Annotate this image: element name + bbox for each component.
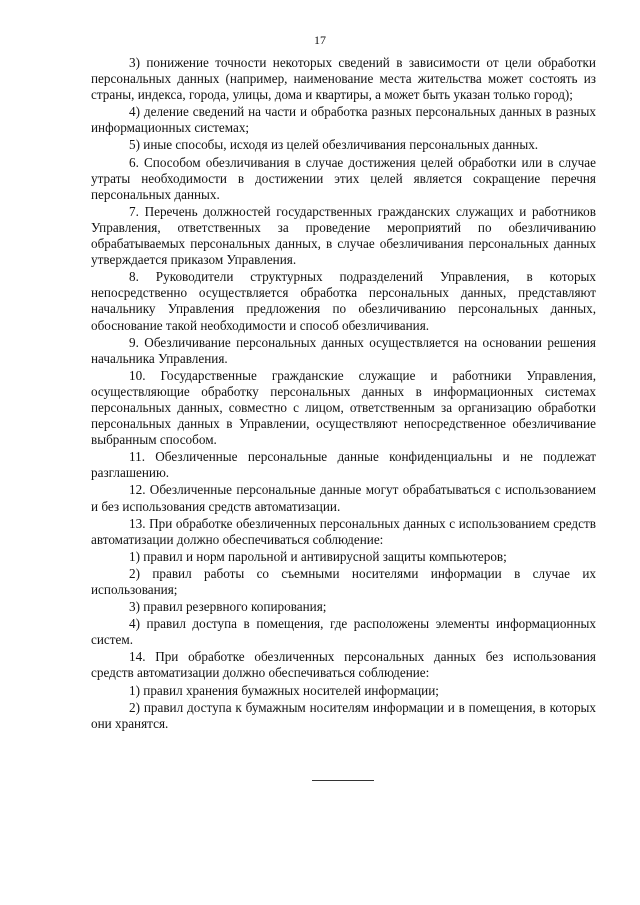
paragraph-section-14: 14. При обработке обезличенных персональных данных без использования средств автоматизации должно обеспечиваться соблюдение:: [91, 649, 596, 681]
page-number: 17: [314, 33, 326, 47]
document-body: [91, 55, 596, 733]
paragraph-section-12: 12. Обезличенные персональные данные могут обрабатываться с использованием и без использования средств автоматизации.: [91, 482, 596, 514]
end-divider: [312, 780, 374, 781]
paragraph-section-11: 11. Обезличенные персональные данные конфиденциальны и не подлежат разглашению.: [91, 449, 596, 481]
paragraph-section-7: 7. Перечень должностей государственных гражданских служащих и работников Управления, ответственных за проведение мероприятий по обезличиванию обрабатываемых персональных данных, в случае обезличивания персональных данных утверждается приказом Управления.: [91, 203, 596, 268]
paragraph-section-10: 10. Государственные гражданские служащие и работники Управления, осуществляющие обработку персональных данных в информационных системах персональных данных, совместно с лицом, ответственным за организацию обработки персональных данных в Управлении, осуществляют непосредственное обезличивание выбранным способом.: [91, 367, 596, 448]
paragraph-section-13-item-1: 1) правил и норм парольной и антивирусной защиты компьютеров;: [129, 548, 507, 564]
paragraph-section-14-item-2: 2) правил доступа к бумажным носителям информации и в помещения, в которых они хранятся.: [91, 699, 596, 731]
paragraph-item-3: 3) понижение точности некоторых сведений в зависимости от цели обработки персональных данных (например, наименование места жительства может состоять из страны, индекса, города, улицы, дома и квартиры, а может быть указан только город);: [91, 55, 596, 103]
paragraph-item-5: 5) иные способы, исходя из целей обезличивания персональных данных.: [129, 137, 539, 153]
paragraph-section-13-item-2: 2) правил работы со съемными носителями информации в случае их использования;: [91, 565, 596, 597]
paragraph-section-13-item-4: 4) правил доступа в помещения, где расположены элементы информационных систем.: [91, 616, 596, 648]
paragraph-section-14-item-1: 1) правил хранения бумажных носителей информации;: [129, 682, 439, 698]
paragraph-section-8: 8. Руководители структурных подразделений Управления, в которых непосредственно осуществляется обработка персональных данных, представляют начальнику Управления предложения по обезличиванию персональных данных, обоснование такой необходимости и способ обезличивания.: [91, 269, 596, 333]
paragraph-section-6: 6. Способом обезличивания в случае достижения целей обработки или в случае утраты необходимости в достижении этих целей является сокращение перечня персональных данных.: [91, 154, 596, 202]
paragraph-section-13-item-3: 3) правил резервного копирования;: [129, 599, 327, 615]
paragraph-item-4: 4) деление сведений на части и обработка разных персональных данных в разных информационных системах;: [91, 104, 596, 136]
paragraph-section-13: 13. При обработке обезличенных персональных данных с использованием средств автоматизации должно обеспечиваться соблюдение:: [91, 515, 596, 547]
paragraph-section-9: 9. Обезличивание персональных данных осуществляется на основании решения начальника Управления.: [91, 334, 596, 366]
